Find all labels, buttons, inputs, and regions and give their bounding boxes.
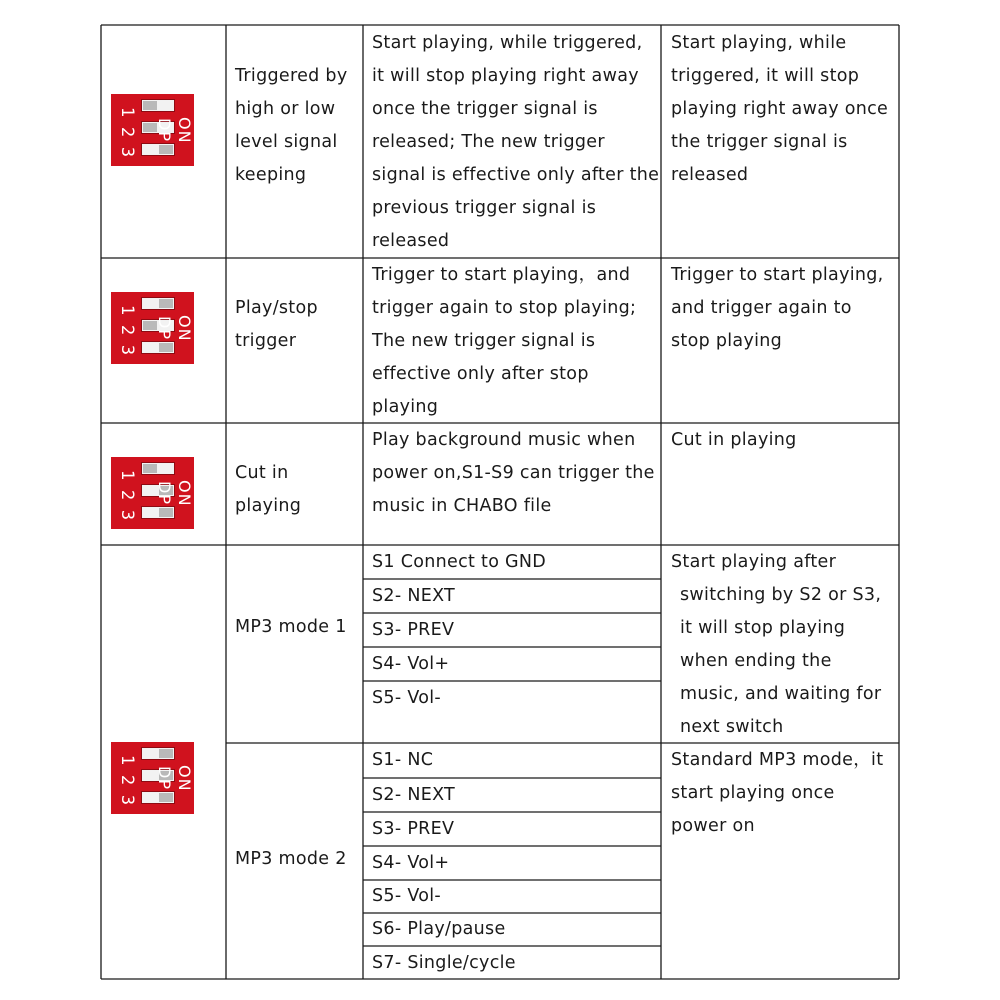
note-text: the trigger signal is [671, 132, 848, 152]
dip-switch-icon [111, 457, 194, 529]
mode-text: Triggered by [235, 66, 348, 86]
description-text: previous trigger signal is [372, 198, 597, 218]
mode-cell [235, 611, 347, 644]
note-text: switching by S2 or S3, [680, 585, 882, 605]
dip-switch-icon [111, 94, 194, 166]
key-function-cell: S1- NC [372, 750, 434, 770]
mode-text: MP3 mode 2 [235, 849, 347, 869]
mode-text: keeping [235, 165, 307, 185]
switch-number: 1 [117, 304, 137, 316]
switch-number: 3 [117, 794, 137, 806]
switch-number: 2 [117, 489, 137, 501]
switch-lever [141, 143, 175, 156]
key-function-cell: S2- NEXT [372, 586, 456, 606]
switch-number: 3 [117, 509, 137, 521]
description-text: effective only after stop [372, 364, 589, 384]
note-text: music, and waiting for [680, 684, 882, 704]
dip-switch-icon [111, 292, 194, 364]
description-text: music in CHABO file [372, 496, 552, 516]
switch-lever [141, 99, 175, 112]
key-function-cell: S7- Single/cycle [372, 953, 516, 973]
dip-switch-label: ON DP [155, 116, 194, 144]
key-function-cell: S3- PREV [372, 620, 455, 640]
note-cell [671, 546, 881, 744]
note-cell [671, 424, 797, 457]
switch-lever [141, 341, 175, 354]
note-cell [671, 259, 884, 358]
description-text: trigger again to stop playing; [372, 298, 637, 318]
description-cell [372, 424, 655, 523]
key-function-cell: S5- Vol- [372, 886, 442, 906]
switch-number: 3 [117, 146, 137, 158]
key-function-cell: S4- Vol+ [372, 853, 450, 873]
mode-text: playing [235, 496, 302, 516]
description-text: it will stop playing right away [372, 66, 639, 86]
note-text: released [671, 165, 749, 185]
mode-text: Play/stop [235, 298, 318, 318]
description-text: released [372, 231, 450, 251]
description-text: once the trigger signal is [372, 99, 598, 119]
switch-number: 1 [117, 754, 137, 766]
switch-lever [141, 747, 175, 760]
note-cell [671, 27, 888, 192]
switch-lever [141, 791, 175, 804]
key-function-cell: S2- NEXT [372, 785, 456, 805]
description-text: power on,S1-S9 can trigger the [372, 463, 655, 483]
switch-lever [141, 297, 175, 310]
note-text: stop playing [671, 331, 783, 351]
mode-cell [235, 457, 301, 523]
switch-number: 2 [117, 774, 137, 786]
key-function-cell: S5- Vol- [372, 688, 442, 708]
mode-text: trigger [235, 331, 297, 351]
key-function-cell: S3- PREV [372, 819, 455, 839]
note-text: Trigger to start playing, [671, 265, 884, 285]
switch-number: 3 [117, 344, 137, 356]
note-text: triggered, it will stop [671, 66, 860, 86]
note-text: playing right away once [671, 99, 889, 119]
note-text: power on [671, 816, 755, 836]
description-text: The new trigger signal is [372, 331, 596, 351]
key-function-cell: S1 Connect to GND [372, 552, 547, 572]
description-text: Start playing, while triggered, [372, 33, 643, 53]
mode-text: level signal [235, 132, 338, 152]
mode-cell [235, 843, 347, 876]
note-text: when ending the [680, 651, 832, 671]
dip-switch-label: ON DP [155, 314, 194, 342]
description-text: playing [372, 397, 439, 417]
description-cell [372, 259, 636, 424]
mode-cell [235, 292, 318, 358]
switch-number: 2 [117, 126, 137, 138]
dip-switch-icon [111, 742, 194, 814]
note-cell [671, 744, 883, 843]
description-text: signal is effective only after the [372, 165, 660, 185]
switch-lever [141, 462, 175, 475]
key-function-cell: S6- Play/pause [372, 919, 506, 939]
mode-text: Cut in [235, 463, 289, 483]
note-text: start playing once [671, 783, 835, 803]
switch-number: 1 [117, 106, 137, 118]
note-text: Start playing, while [671, 33, 847, 53]
key-function-cell: S4- Vol+ [372, 654, 450, 674]
dip-switch-label: ON DP [155, 479, 194, 507]
note-text: Start playing after [671, 552, 837, 572]
mode-text: high or low [235, 99, 336, 119]
description-text: Play background music when [372, 430, 636, 450]
description-text: Trigger to start playing，and [372, 265, 631, 285]
description-text: released; The new trigger [372, 132, 605, 152]
note-text: Standard MP3 mode，it [671, 750, 884, 770]
switch-lever [141, 506, 175, 519]
note-text: and trigger again to [671, 298, 852, 318]
switch-number: 1 [117, 469, 137, 481]
note-text: it will stop playing [680, 618, 846, 638]
description-cell [372, 27, 659, 258]
dip-switch-label: ON DP [155, 764, 194, 792]
mode-cell [235, 60, 347, 192]
note-text: Cut in playing [671, 430, 797, 450]
switch-number: 2 [117, 324, 137, 336]
mode-text: MP3 mode 1 [235, 617, 347, 637]
note-text: next switch [680, 717, 784, 737]
